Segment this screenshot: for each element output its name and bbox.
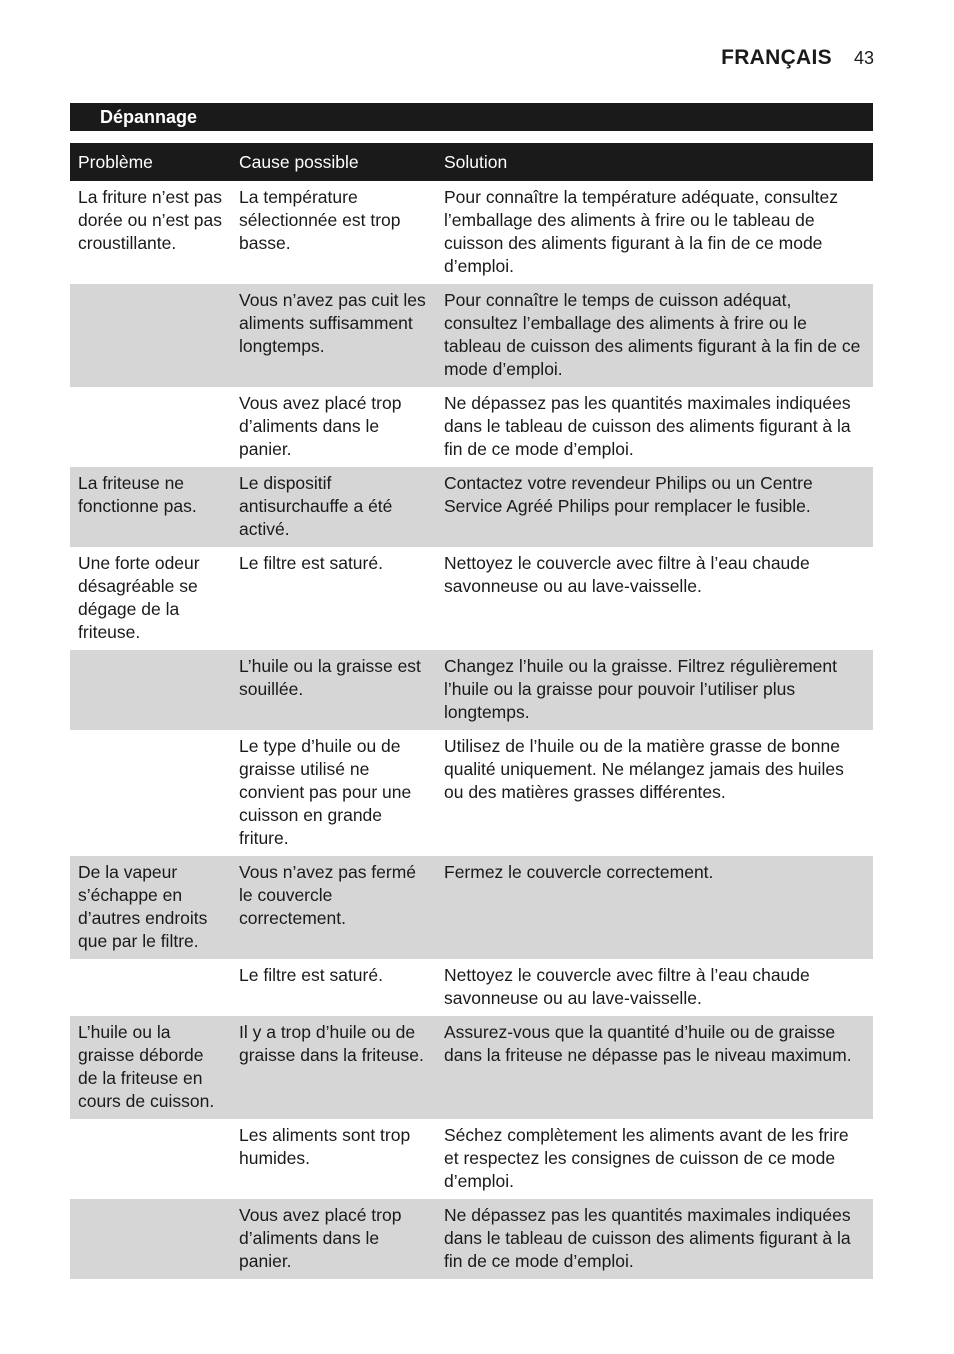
cause-cell: Le filtre est saturé. bbox=[239, 553, 383, 573]
problem-cell: L’huile ou la graisse déborde de la friteuse en cours de cuisson. bbox=[78, 1022, 215, 1111]
problem-cell bbox=[70, 959, 231, 1016]
problem-cell: De la vapeur s’échappe en d’autres endroits que par le filtre. bbox=[78, 862, 208, 951]
solution-cell: Utilisez de l’huile ou de la matière grasse de bonne qualité uniquement. Ne mélangez jamais des huiles ou des matières grasses différentes. bbox=[444, 736, 844, 802]
cause-cell: La température sélectionnée est trop basse. bbox=[239, 187, 401, 253]
table-row bbox=[70, 730, 873, 856]
problem-cell: La friteuse ne fonctionne pas. bbox=[78, 473, 197, 516]
problem-cell bbox=[70, 387, 231, 467]
page-number: 43 bbox=[853, 48, 874, 68]
table-row bbox=[70, 650, 873, 730]
table-row bbox=[70, 959, 873, 1016]
cause-cell: Le type d’huile ou de graisse utilisé ne convient pas pour une cuisson en grande friture. bbox=[239, 736, 412, 848]
table-row bbox=[70, 181, 873, 284]
problem-cell: La friture n’est pas dorée ou n’est pas croustillante. bbox=[78, 187, 222, 253]
column-header-solution: Solution bbox=[444, 151, 508, 172]
table-row bbox=[70, 1199, 873, 1279]
solution-cell: Assurez-vous que la quantité d’huile ou de graisse dans la friteuse ne dépasse pas le niveau maximum. bbox=[444, 1022, 852, 1065]
solution-cell: Contactez votre revendeur Philips ou un Centre Service Agréé Philips pour remplacer le fusible. bbox=[444, 473, 813, 516]
cause-cell: Vous avez placé trop d’aliments dans le panier. bbox=[239, 1205, 402, 1271]
table-row bbox=[70, 547, 873, 650]
problem-cell bbox=[70, 284, 231, 387]
cause-cell: Le dispositif antisurchauffe a été activé. bbox=[239, 473, 393, 539]
solution-cell: Pour connaître la température adéquate, consultez l’emballage des aliments à frire ou le tableau de cuisson des aliments figurant à la fin de ce mode d’emploi. bbox=[444, 187, 838, 276]
problem-cell bbox=[70, 1199, 231, 1279]
solution-cell: Ne dépassez pas les quantités maximales indiquées dans le tableau de cuisson des aliments figurant à la fin de ce mode d’emploi. bbox=[444, 1205, 851, 1271]
table-row bbox=[70, 1016, 873, 1119]
solution-cell: Pour connaître le temps de cuisson adéquat, consultez l’emballage des aliments à frire ou le tableau de cuisson des aliments figurant à la fin de ce mode d’emploi. bbox=[444, 290, 861, 379]
table-body bbox=[70, 181, 873, 1279]
table-row bbox=[70, 387, 873, 467]
cause-cell: Vous n’avez pas fermé le couvercle correctement. bbox=[239, 862, 417, 928]
solution-cell: Nettoyez le couvercle avec filtre à l’eau chaude savonneuse ou au lave-vaisselle. bbox=[444, 965, 810, 1008]
cause-cell: L’huile ou la graisse est souillée. bbox=[239, 656, 421, 699]
section-header-bar bbox=[70, 103, 873, 131]
section-title: Dépannage bbox=[100, 107, 198, 127]
problem-cell bbox=[70, 650, 231, 730]
page-header bbox=[721, 46, 874, 70]
column-header-cause: Cause possible bbox=[239, 151, 359, 172]
column-header-problem: Problème bbox=[78, 151, 153, 172]
table-row bbox=[70, 856, 873, 959]
problem-cell bbox=[70, 1119, 231, 1199]
cause-cell: Vous n’avez pas cuit les aliments suffisamment longtemps. bbox=[239, 290, 426, 356]
cause-cell: Vous avez placé trop d’aliments dans le panier. bbox=[239, 393, 402, 459]
table-row bbox=[70, 284, 873, 387]
solution-cell: Séchez complètement les aliments avant de les frire et respectez les consignes de cuisson de ce mode d’emploi. bbox=[444, 1125, 849, 1191]
cause-cell: Il y a trop d’huile ou de graisse dans la friteuse. bbox=[239, 1022, 424, 1065]
cause-cell: Le filtre est saturé. bbox=[239, 965, 383, 985]
language-label: FRANÇAIS bbox=[721, 46, 832, 69]
table-header-row bbox=[70, 143, 873, 181]
cause-cell: Les aliments sont trop humides. bbox=[239, 1125, 411, 1168]
table-row bbox=[70, 467, 873, 547]
problem-cell: Une forte odeur désagréable se dégage de la friteuse. bbox=[78, 553, 200, 642]
solution-cell: Nettoyez le couvercle avec filtre à l’eau chaude savonneuse ou au lave-vaisselle. bbox=[444, 553, 810, 596]
problem-cell bbox=[70, 730, 231, 856]
solution-cell: Changez l’huile ou la graisse. Filtrez régulièrement l’huile ou la graisse pour pouvoir l’utiliser plus longtemps. bbox=[444, 656, 837, 722]
solution-cell: Fermez le couvercle correctement. bbox=[444, 862, 714, 882]
table-row bbox=[70, 1119, 873, 1199]
troubleshooting-table bbox=[70, 143, 873, 1279]
solution-cell: Ne dépassez pas les quantités maximales indiquées dans le tableau de cuisson des aliments figurant à la fin de ce mode d’emploi. bbox=[444, 393, 851, 459]
